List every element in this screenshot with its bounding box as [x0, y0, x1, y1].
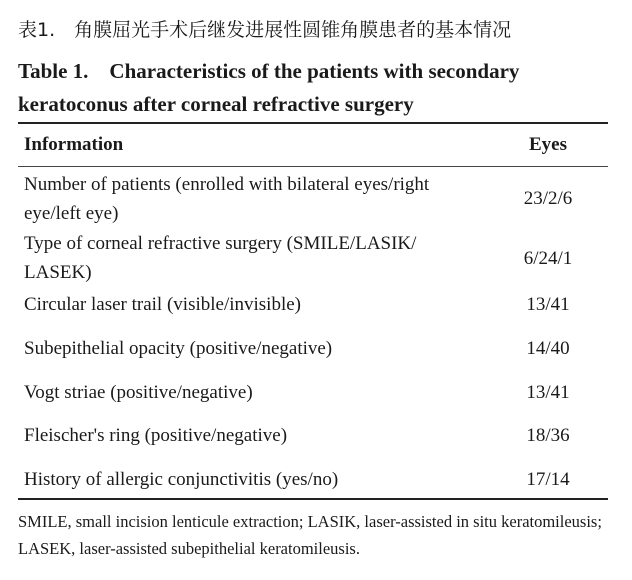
row-value: 13/41	[526, 382, 570, 403]
table-top-rule	[18, 122, 608, 124]
table-header-rule	[18, 166, 608, 167]
table-row	[18, 229, 608, 287]
table-bottom-rule	[18, 498, 608, 500]
table-row	[18, 170, 608, 228]
row-value: 6/24/1	[523, 248, 573, 269]
table-row	[18, 334, 608, 370]
row-label: Circular laser trail (visible/invisible)	[24, 294, 302, 315]
table-caption-english: Table 1. Characteristics of the patients with secondary keratoconus after corneal refractive surgery	[18, 59, 520, 116]
row-value: 23/2/6	[523, 188, 573, 209]
row-value: 17/14	[526, 469, 570, 490]
row-label: Vogt striae (positive/negative)	[24, 382, 253, 403]
table-footnote: SMILE, small incision lenticule extraction; LASIK, laser-assisted in situ keratomileusis; LASEK, laser-assisted subepithelial keratomileusis.	[18, 512, 602, 558]
header-eyes: Eyes	[529, 134, 567, 155]
table-row	[18, 290, 608, 326]
table-caption-chinese: 表1. 角膜屈光手术后继发进展性圆锥角膜患者的基本情况	[18, 19, 512, 41]
row-label: History of allergic conjunctivitis (yes/no)	[24, 469, 339, 490]
row-label: Type of corneal refractive surgery (SMILE/LASIK/ LASEK)	[24, 233, 417, 283]
table-row	[18, 465, 608, 498]
table-row	[18, 378, 608, 414]
row-value: 13/41	[526, 294, 570, 315]
row-label: Subepithelial opacity (positive/negative)	[24, 338, 333, 359]
row-value: 18/36	[526, 425, 570, 446]
row-value: 14/40	[526, 338, 570, 359]
table-row	[18, 421, 608, 457]
row-label: Number of patients (enrolled with bilateral eyes/right eye/left eye)	[24, 174, 430, 224]
header-information: Information	[24, 134, 124, 155]
row-label: Fleischer's ring (positive/negative)	[24, 425, 288, 446]
